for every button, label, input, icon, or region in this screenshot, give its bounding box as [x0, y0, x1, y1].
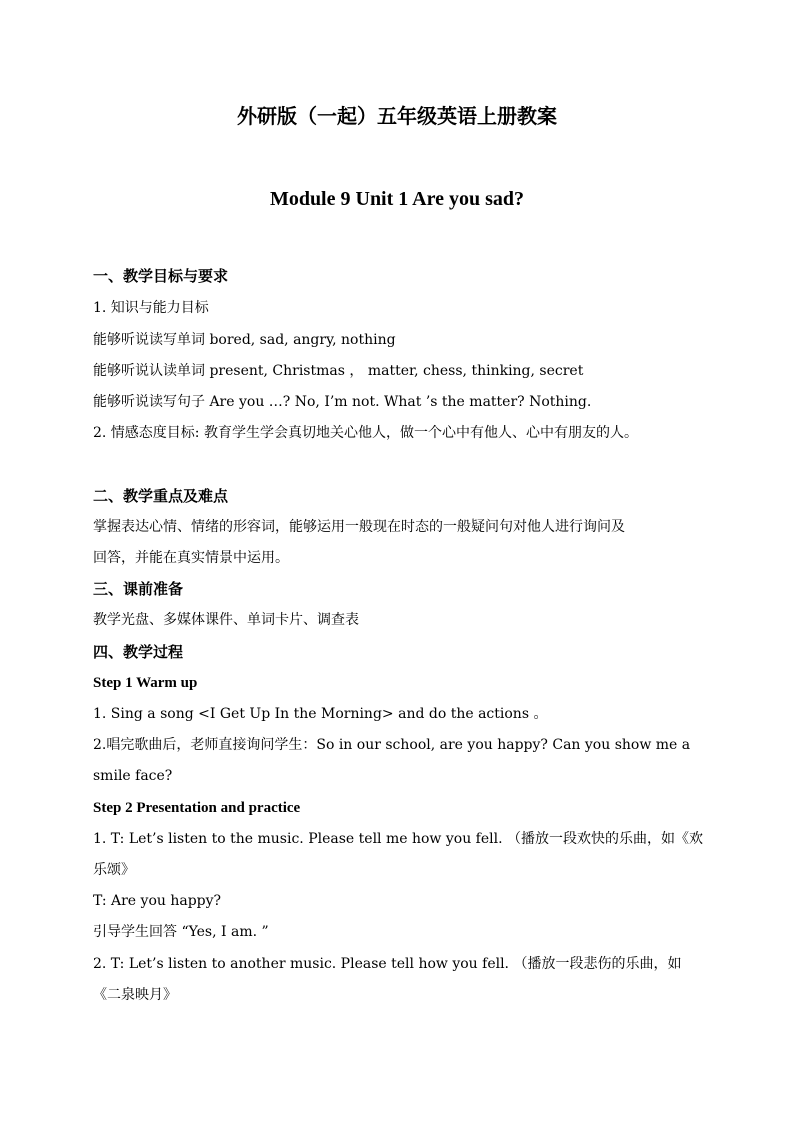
section-heading-process: 四、教学过程: [93, 643, 184, 661]
document-title: 外研版（一起）五年级英语上册教案: [237, 104, 557, 128]
paragraph-line: 引导学生回答 “Yes, I am. ”: [93, 924, 269, 940]
paragraph-line: 教学光盘、多媒体课件、单词卡片、调查表: [93, 612, 359, 628]
paragraph-line: 能够听说认读单词 present, Christmas ， matter, chess, thinking, secret: [93, 363, 584, 379]
paragraph-line: 2.唱完歌曲后，老师直接询问学生：So in our school, are you happy? Can you show me a: [93, 737, 691, 753]
document-subtitle: Module 9 Unit 1 Are you sad?: [269, 188, 525, 210]
paragraph-line: 《二泉映月》: [93, 987, 177, 1003]
section-heading-objectives: 一、教学目标与要求: [93, 267, 229, 285]
step-heading-presentation: Step 2 Presentation and practice: [93, 800, 301, 816]
paragraph-line: 1. T: Let’s listen to the music. Please tell me how you fell. （播放一段欢快的乐曲，如《欢: [93, 831, 703, 847]
section-heading-preparation: 三、课前准备: [93, 580, 184, 598]
step-heading-warm-up: Step 1 Warm up: [93, 675, 198, 691]
paragraph-line: T: Are you happy?: [93, 893, 222, 909]
paragraph-line: 能够听说读写单词 bored, sad, angry, nothing: [93, 332, 396, 348]
paragraph-line: 2. T: Let’s listen to another music. Please tell how you fell. （播放一段悲伤的乐曲，如: [93, 956, 682, 972]
paragraph-line: 1. 知识与能力目标: [93, 300, 209, 316]
paragraph-line: 能够听说读写句子 Are you …? No, I’m not. What ’s the matter? Nothing.: [93, 394, 592, 410]
paragraph-line: 1. Sing a song <I Get Up In the Morning> and do the actions 。: [93, 706, 548, 722]
paragraph-line: 2. 情感态度目标: 教育学生学会真切地关心他人，做一个心中有他人、心中有朋友的人。: [93, 425, 638, 441]
paragraph-line: smile face?: [93, 768, 173, 784]
paragraph-line: 乐颂》: [93, 862, 135, 878]
section-heading-key-points: 二、教学重点及难点: [93, 487, 229, 505]
paragraph-line: 回答，并能在真实情景中运用。: [93, 550, 289, 566]
paragraph-line: 掌握表达心情、情绪的形容词，能够运用一般现在时态的一般疑问句对他人进行询问及: [93, 519, 625, 535]
